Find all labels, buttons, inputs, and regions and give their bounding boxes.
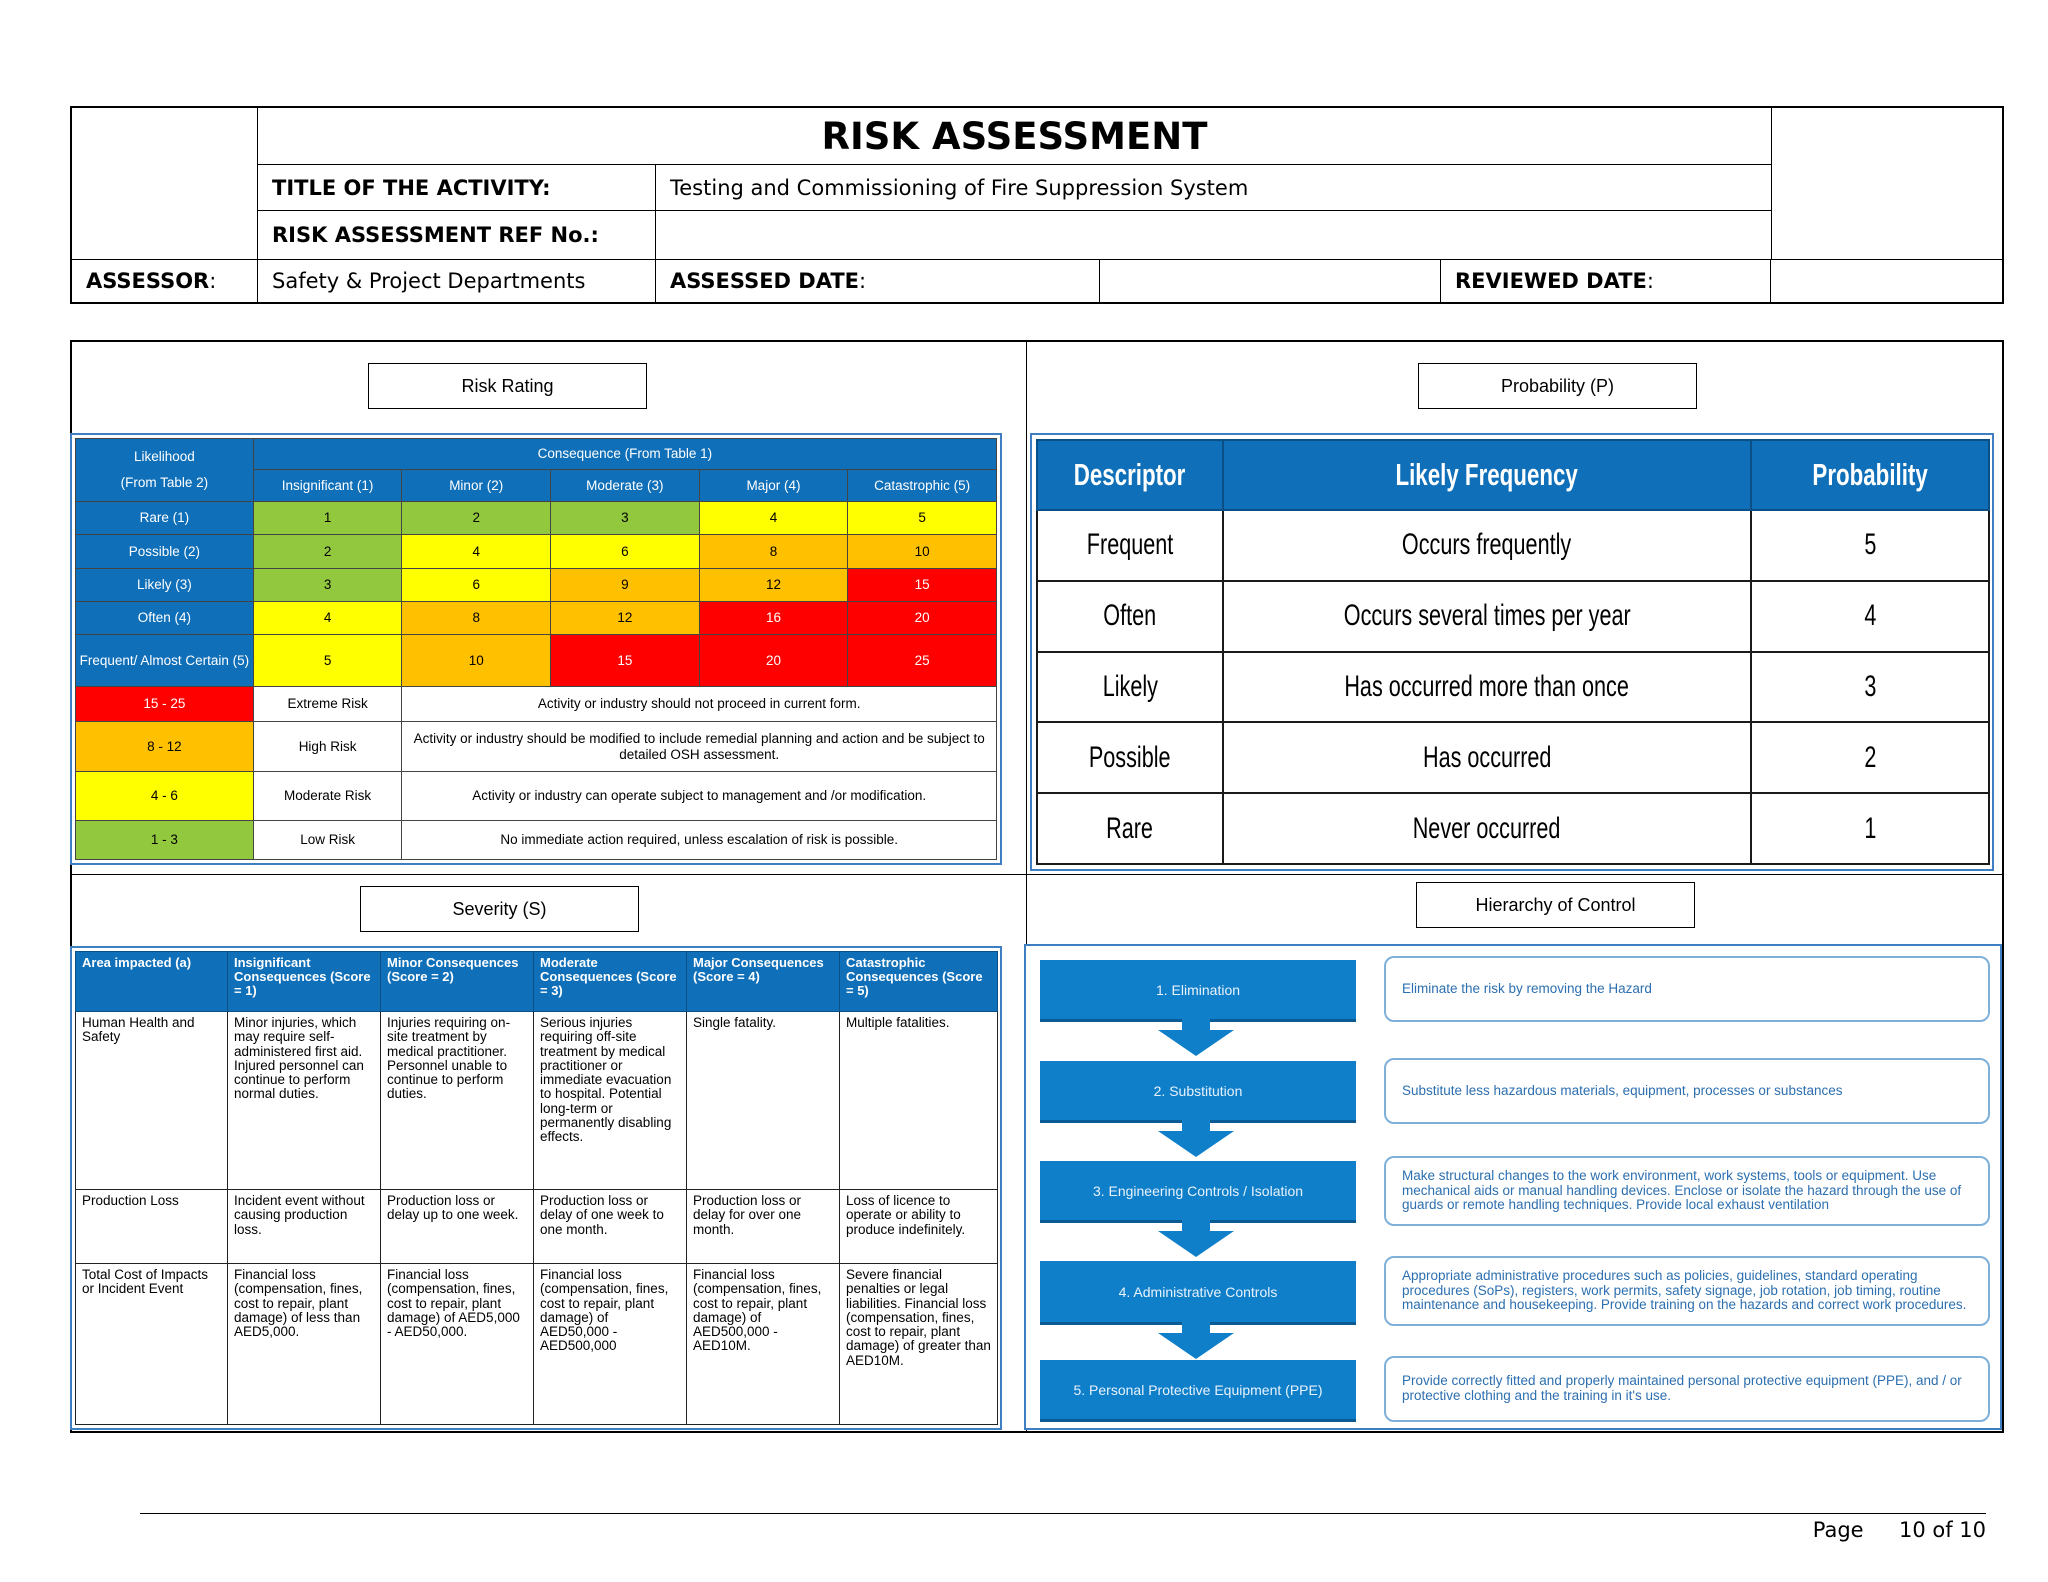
assessor-label: ASSESSOR xyxy=(86,268,210,293)
assessed-date-label: ASSESSED DATE xyxy=(670,268,860,293)
legend-action: No immediate action required, unless escalation of risk is possible. xyxy=(402,821,997,860)
assessor-label-cell xyxy=(72,259,258,302)
severity-cell: Financial loss (compensation, fines, cost to repair, plant damage) of less than AED5,000. xyxy=(228,1264,381,1425)
likelihood-row-label: Possible (2) xyxy=(76,535,254,568)
assessor-colon: : xyxy=(209,268,217,293)
severity-cell: Minor injuries, which may require self-administered first aid. Injured personnel can continue to perform normal duties. xyxy=(228,1012,381,1190)
hierarchy-step-engineering: 3. Engineering Controls / Isolation xyxy=(1040,1161,1356,1223)
probability-header: Probability xyxy=(1812,457,1928,492)
severity-cell: Financial loss (compensation, fines, cost to repair, plant damage) of AED5,000 - AED50,000. xyxy=(381,1264,534,1425)
down-arrow-icon xyxy=(1158,1333,1234,1359)
risk-cell: 16 xyxy=(699,601,848,634)
severity-header: Catastrophic Consequences (Score = 5) xyxy=(840,952,998,1012)
severity-frame xyxy=(70,946,1002,1430)
probability-cell xyxy=(1751,722,1989,793)
page-number xyxy=(1813,1518,1986,1542)
risk-cell: 10 xyxy=(402,635,551,687)
legend-range: 4 - 6 xyxy=(76,771,254,821)
hierarchy-step-elimination: 1. Elimination xyxy=(1040,960,1356,1022)
frequency-cell xyxy=(1223,722,1751,793)
probability-header-row xyxy=(1037,440,1989,510)
activity-value: Testing and Commissioning of Fire Suppression System xyxy=(656,165,1771,211)
severity-cell: Injuries requiring on-site treatment by medical practitioner. Personnel unable to continue to perform duties. xyxy=(381,1012,534,1190)
probability-label: Probability (P) xyxy=(1418,363,1697,409)
reviewed-date-label: REVIEWED DATE xyxy=(1455,268,1647,293)
risk-cell: 12 xyxy=(699,568,848,601)
risk-cell: 25 xyxy=(848,635,997,687)
severity-row xyxy=(76,1264,998,1425)
ref-label: RISK ASSESSMENT REF No.: xyxy=(258,211,656,259)
risk-cell: 20 xyxy=(848,601,997,634)
reviewed-date-colon: : xyxy=(1646,268,1654,293)
assessed-date-label-cell xyxy=(656,259,1100,302)
risk-cell: 20 xyxy=(699,635,848,687)
frequency-cell xyxy=(1223,652,1751,723)
severity-cell: Incident event without causing production loss. xyxy=(228,1190,381,1264)
frequency: Occurs frequently xyxy=(1402,528,1572,562)
severity-row xyxy=(76,1190,998,1264)
severity-label: Severity (S) xyxy=(360,886,639,932)
matrix-header-row xyxy=(76,439,997,470)
severity-cell: Production loss or delay up to one week. xyxy=(381,1190,534,1264)
probability-row xyxy=(1037,793,1989,864)
probability-value: 1 xyxy=(1863,811,1877,845)
likelihood-row-label: Frequent/ Almost Certain (5) xyxy=(76,635,254,687)
severity-cell: Serious injuries requiring off-site treatment by medical practitioner or immediate evacuation to hospital. Potential long-term or permanently disabling effects. xyxy=(534,1012,687,1190)
risk-cell: 4 xyxy=(253,601,402,634)
probability-header-cell xyxy=(1751,440,1989,510)
consequence-col: Major (4) xyxy=(699,470,848,501)
probability-row xyxy=(1037,581,1989,652)
probability-value: 3 xyxy=(1863,669,1877,703)
page-title: RISK ASSESSMENT xyxy=(258,108,1771,165)
frequency: Has occurred more than once xyxy=(1344,669,1630,703)
legend-range: 1 - 3 xyxy=(76,821,254,860)
legend-row xyxy=(76,771,997,821)
descriptor: Likely xyxy=(1102,669,1158,703)
risk-cell: 3 xyxy=(253,568,402,601)
legend-range: 8 - 12 xyxy=(76,722,254,772)
hierarchy-desc: Eliminate the risk by removing the Hazard xyxy=(1384,956,1990,1022)
descriptor: Rare xyxy=(1106,811,1154,845)
consequence-col: Catastrophic (5) xyxy=(848,470,997,501)
matrix-row xyxy=(76,601,997,634)
panel-horizontal-divider xyxy=(72,874,2002,875)
probability-cell xyxy=(1751,793,1989,864)
hierarchy-step-administrative: 4. Administrative Controls xyxy=(1040,1261,1356,1325)
risk-matrix-table xyxy=(75,438,997,860)
logo-cell-left xyxy=(72,108,258,259)
risk-cell: 15 xyxy=(848,568,997,601)
probability-value: 4 xyxy=(1863,599,1877,633)
assessed-date-colon: : xyxy=(859,268,867,293)
hierarchy-desc: Make structural changes to the work environment, work systems, tools or equipment. Use mechanical aids or manual handling devices. Enclose or isolate the hazard through the use of guards or remote handling techniques. Provide local exhaust ventilation xyxy=(1384,1156,1990,1226)
footer-rule xyxy=(140,1513,1986,1514)
probability-table xyxy=(1036,439,1990,865)
severity-cell: Multiple fatalities. xyxy=(840,1012,998,1190)
legend-action: Activity or industry can operate subject to management and /or modification. xyxy=(402,771,997,821)
assessed-date-value xyxy=(1100,259,1441,302)
severity-cell: Total Cost of Impacts or Incident Event xyxy=(76,1264,228,1425)
frequency: Never occurred xyxy=(1413,811,1561,845)
page-value: 10 of 10 xyxy=(1898,1518,1986,1542)
hierarchy-frame xyxy=(1024,944,2002,1430)
probability-frame xyxy=(1030,433,1994,871)
descriptor: Often xyxy=(1103,599,1157,633)
severity-header: Major Consequences (Score = 4) xyxy=(687,952,840,1012)
matrix-row xyxy=(76,568,997,601)
reviewed-date-label-cell xyxy=(1441,259,1771,302)
risk-cell: 4 xyxy=(402,535,551,568)
descriptor: Frequent xyxy=(1086,528,1174,562)
risk-cell: 5 xyxy=(253,635,402,687)
page-label: Page xyxy=(1812,1518,1864,1542)
severity-cell: Financial loss (compensation, fines, cost to repair, plant damage) of AED50,000 - AED500,000 xyxy=(534,1264,687,1425)
matrix-row xyxy=(76,635,997,687)
ref-value xyxy=(656,211,1771,259)
legend-action: Activity or industry should not proceed in current form. xyxy=(402,686,997,721)
severity-cell: Production loss or delay of one week to one month. xyxy=(534,1190,687,1264)
severity-row xyxy=(76,1012,998,1190)
consequence-col: Moderate (3) xyxy=(551,470,700,501)
descriptor-cell xyxy=(1037,722,1223,793)
matrix-row xyxy=(76,535,997,568)
likelihood-sub: (From Table 2) xyxy=(120,474,209,490)
legend-level: Extreme Risk xyxy=(253,686,402,721)
legend-row xyxy=(76,821,997,860)
descriptor-cell xyxy=(1037,581,1223,652)
risk-cell: 2 xyxy=(402,501,551,534)
frequency: Occurs several times per year xyxy=(1343,599,1631,633)
hierarchy-desc: Appropriate administrative procedures such as policies, guidelines, standard operating procedures (SoPs), registers, work permits, safety signage, job rotation, job timing, routine maintenance and housekeeping. Provide training on the hazards and correct work procedures. xyxy=(1384,1256,1990,1326)
probability-row xyxy=(1037,510,1989,581)
logo-cell-right xyxy=(1771,108,2002,259)
severity-cell: Single fatality. xyxy=(687,1012,840,1190)
likelihood-row-label: Likely (3) xyxy=(76,568,254,601)
risk-cell: 10 xyxy=(848,535,997,568)
risk-cell: 6 xyxy=(551,535,700,568)
severity-cell: Human Health and Safety xyxy=(76,1012,228,1190)
probability-header: Descriptor xyxy=(1074,457,1186,492)
severity-cell: Production loss or delay for over one month. xyxy=(687,1190,840,1264)
descriptor-cell xyxy=(1037,510,1223,581)
risk-cell: 4 xyxy=(699,501,848,534)
severity-table xyxy=(75,951,998,1425)
consequence-col: Minor (2) xyxy=(402,470,551,501)
probability-cell xyxy=(1751,510,1989,581)
risk-cell: 2 xyxy=(253,535,402,568)
likelihood-row-label: Often (4) xyxy=(76,601,254,634)
reviewed-date-value xyxy=(1771,259,2002,302)
severity-cell: Financial loss (compensation, fines, cost to repair, plant damage) of AED500,000 - AED10M. xyxy=(687,1264,840,1425)
probability-row xyxy=(1037,722,1989,793)
probability-cell xyxy=(1751,581,1989,652)
severity-cell: Loss of licence to operate or ability to produce indefinitely. xyxy=(840,1190,998,1264)
assessor-value: Safety & Project Departments xyxy=(258,259,656,302)
legend-level: Moderate Risk xyxy=(253,771,402,821)
severity-cell: Severe financial penalties or legal liabilities. Financial loss (compensation, fines, cost to repair, plant damage) of greater than AED10M. xyxy=(840,1264,998,1425)
severity-header: Insignificant Consequences (Score = 1) xyxy=(228,952,381,1012)
probability-value: 5 xyxy=(1863,528,1877,562)
risk-cell: 8 xyxy=(402,601,551,634)
severity-header-row xyxy=(76,952,998,1012)
header-table xyxy=(70,106,2004,304)
risk-matrix-frame xyxy=(70,433,1002,865)
frequency-cell xyxy=(1223,581,1751,652)
risk-rating-label: Risk Rating xyxy=(368,363,647,409)
descriptor-cell xyxy=(1037,652,1223,723)
hierarchy-label: Hierarchy of Control xyxy=(1416,882,1695,928)
down-arrow-icon xyxy=(1158,1231,1234,1257)
legend-action: Activity or industry should be modified to include remedial planning and action and be subject to detailed OSH assessment. xyxy=(402,722,997,772)
severity-header: Area impacted (a) xyxy=(76,952,228,1012)
descriptor: Possible xyxy=(1089,740,1171,774)
probability-value: 2 xyxy=(1863,740,1877,774)
likelihood-header xyxy=(76,439,254,502)
risk-cell: 15 xyxy=(551,635,700,687)
consequence-header: Consequence (From Table 1) xyxy=(253,439,996,470)
legend-row xyxy=(76,722,997,772)
likelihood-title: Likelihood xyxy=(133,449,195,465)
probability-row xyxy=(1037,652,1989,723)
matrix-row xyxy=(76,501,997,534)
probability-header-cell xyxy=(1223,440,1751,510)
severity-header: Moderate Consequences (Score = 3) xyxy=(534,952,687,1012)
down-arrow-icon xyxy=(1158,1131,1234,1157)
risk-cell: 12 xyxy=(551,601,700,634)
probability-header-cell xyxy=(1037,440,1223,510)
risk-cell: 5 xyxy=(848,501,997,534)
risk-cell: 3 xyxy=(551,501,700,534)
hierarchy-desc: Provide correctly fitted and properly maintained personal protective equipment (PPE), and / or protective clothing and the training in it's use. xyxy=(1384,1356,1990,1422)
hierarchy-desc: Substitute less hazardous materials, equipment, processes or substances xyxy=(1384,1058,1990,1124)
hierarchy-step-ppe: 5. Personal Protective Equipment (PPE) xyxy=(1040,1360,1356,1422)
hierarchy-step-substitution: 2. Substitution xyxy=(1040,1061,1356,1123)
activity-label: TITLE OF THE ACTIVITY: xyxy=(258,165,656,211)
legend-range: 15 - 25 xyxy=(76,686,254,721)
risk-cell: 1 xyxy=(253,501,402,534)
legend-row xyxy=(76,686,997,721)
probability-header: Likely Frequency xyxy=(1395,457,1579,492)
risk-cell: 8 xyxy=(699,535,848,568)
frequency-cell xyxy=(1223,510,1751,581)
descriptor-cell xyxy=(1037,793,1223,864)
severity-cell: Production Loss xyxy=(76,1190,228,1264)
legend-level: High Risk xyxy=(253,722,402,772)
severity-header: Minor Consequences (Score = 2) xyxy=(381,952,534,1012)
risk-cell: 6 xyxy=(402,568,551,601)
frequency-cell xyxy=(1223,793,1751,864)
legend-level: Low Risk xyxy=(253,821,402,860)
down-arrow-icon xyxy=(1158,1030,1234,1056)
probability-cell xyxy=(1751,652,1989,723)
likelihood-row-label: Rare (1) xyxy=(76,501,254,534)
frequency: Has occurred xyxy=(1422,740,1552,774)
risk-cell: 9 xyxy=(551,568,700,601)
consequence-col: Insignificant (1) xyxy=(253,470,402,501)
